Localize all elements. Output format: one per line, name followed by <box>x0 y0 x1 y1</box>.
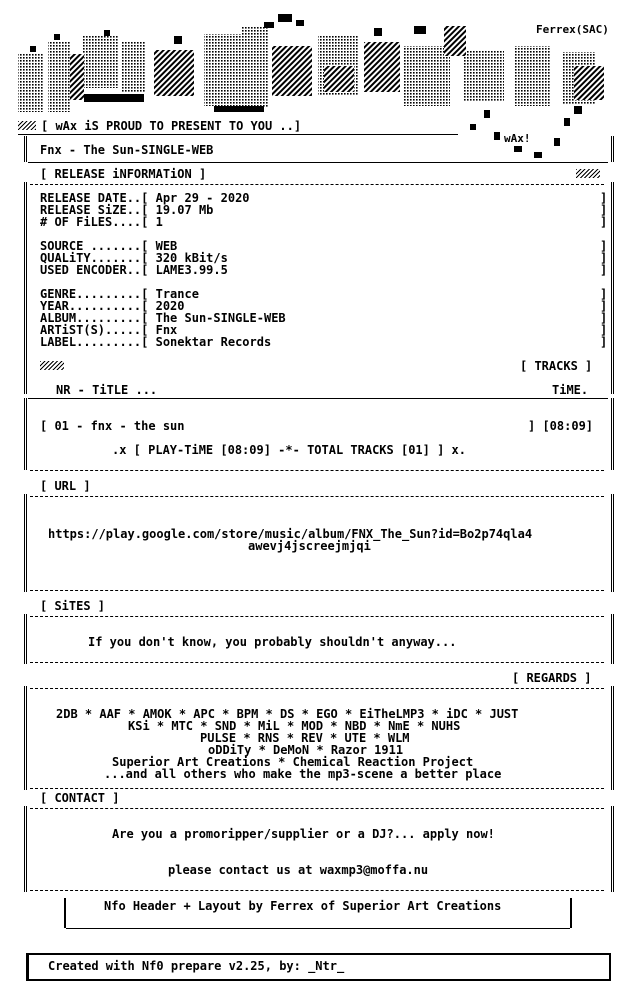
logo-tag: wAx! <box>504 132 531 145</box>
tracks-header: [ TRACKS ] <box>520 359 593 373</box>
info-artist: ARTiST(S).....[ Fnx <box>40 323 178 337</box>
info-album: ALBUM.........[ The Sun-SINGLE-WEB <box>40 311 286 325</box>
regards-bottom-rule <box>30 788 604 789</box>
created-with: Created with Nf0 prepare v2.25, by: _Ntr_ <box>48 959 345 973</box>
regards-header: [ REGARDS ] <box>512 671 592 685</box>
sites-header: [ SiTES ] <box>40 599 106 613</box>
contact-line-2[interactable]: please contact us at waxmp3@moffa.nu <box>168 863 429 877</box>
info-year: YEAR..........[ 2020 <box>40 299 185 313</box>
info-encoder: USED ENCODER..[ LAME3.99.5 <box>40 263 228 277</box>
release-title: Fnx - The Sun-SINGLE-WEB <box>40 143 214 157</box>
release-info-shade <box>576 169 600 178</box>
tracks-shade <box>40 361 64 370</box>
contact-header: [ CONTACT ] <box>40 791 120 805</box>
footer-credit: Nfo Header + Layout by Ferrex of Superior Art Creations <box>104 899 502 913</box>
url-bottom-rule <box>30 590 604 591</box>
info-release-date: RELEASE DATE..[ Apr 29 - 2020 <box>40 191 250 205</box>
release-info-header: [ RELEASE iNFORMATiON ] <box>40 167 207 181</box>
info-source: SOURCE .......[ WEB <box>40 239 178 253</box>
col-time: TiME. <box>552 383 589 397</box>
sites-text: If you don't know, you probably shouldn't anyway... <box>88 635 457 649</box>
intro-rule <box>18 134 458 135</box>
info-right-brackets: ] ] ] ] ] ] ] ] ] ] ] <box>600 191 608 349</box>
info-quality: QUALiTY.......[ 320 kBit/s <box>40 251 228 265</box>
track-row-1-right: ] [08:09] <box>528 419 594 433</box>
playtime-line: .x [ PLAY-TiME [08:09] -*- TOTAL TRACKS [01] ] x. <box>112 443 467 457</box>
regards-line-1: 2DB * AAF * AMOK * APC * BPM * DS * EGO * EiTheLMP3 * iDC * JUST <box>56 707 519 721</box>
track-row-1-left: [ 01 - fnx - the sun <box>40 419 185 433</box>
contact-line-1: Are you a promoripper/supplier or a DJ?... apply now! <box>112 827 495 841</box>
info-release-size: RELEASE SiZE..[ 19.07 Mb <box>40 203 214 217</box>
regards-line-3: PULSE * RNS * REV * UTE * WLM <box>200 731 410 745</box>
intro-shade <box>18 121 36 130</box>
regards-line-4: oDDiTy * DeMoN * Razor 1911 <box>208 743 404 757</box>
contact-top-rule <box>30 808 604 809</box>
tracks-box <box>24 398 614 470</box>
regards-top-rule <box>30 688 604 689</box>
info-num-files: # OF FiLES....[ 1 <box>40 215 163 229</box>
sites-bottom-rule <box>30 662 604 663</box>
contact-box <box>24 806 614 892</box>
footer-credit-rule <box>66 928 570 929</box>
url-header: [ URL ] <box>40 479 91 493</box>
logo-credit: Ferrex(SAC) <box>536 23 609 36</box>
info-genre: GENRE.........[ Trance <box>40 287 199 301</box>
info-label: LABEL.........[ Sonektar Records <box>40 335 272 349</box>
col-nr-title: NR - TiTLE ... <box>56 383 158 397</box>
contact-bottom-rule <box>30 890 604 891</box>
release-title-rule <box>28 162 608 163</box>
sites-top-rule <box>30 616 604 617</box>
tracks-bottom-rule <box>30 470 604 471</box>
regards-line-6: ...and all others who make the mp3-scene a better place <box>104 767 502 781</box>
url-line-2[interactable]: awevj4jscreejmjqi <box>248 539 371 553</box>
intro-line: [ wAx iS PROUD TO PRESENT TO YOU ..] <box>41 119 302 133</box>
regards-line-5: Superior Art Creations * Chemical Reaction Project <box>112 755 474 769</box>
url-top-rule <box>30 496 604 497</box>
release-info-top-rule <box>30 184 604 185</box>
url-line-1[interactable]: https://play.google.com/store/music/album/FNX_The_Sun?id=Bo2p74qla4 <box>48 527 533 541</box>
regards-line-2: KSi * MTC * SND * MiL * MOD * NBD * NmE * NUHS <box>128 719 461 733</box>
